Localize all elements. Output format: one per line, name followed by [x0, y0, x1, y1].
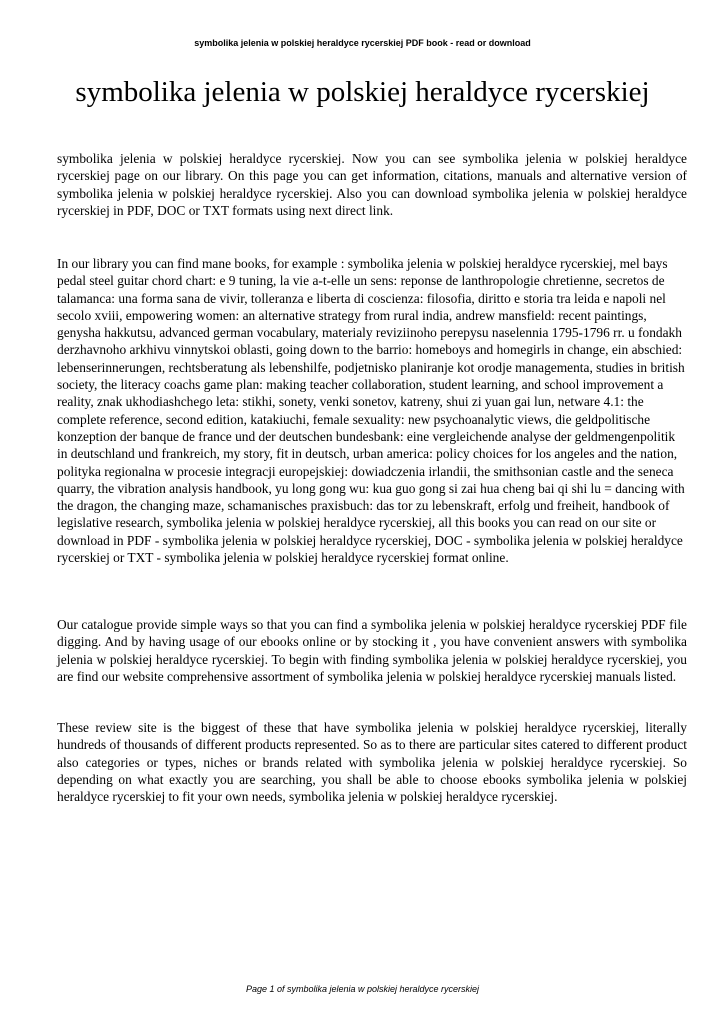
- page-header: symbolika jelenia w polskiej heraldyce rycerskiej PDF book - read or download: [194, 38, 531, 48]
- catalogue-paragraph: Our catalogue provide simple ways so that you can find a symbolika jelenia w polskiej heraldyce rycerskiej PDF file digging. And by having usage of our ebooks online or by stocking it , you have convenient answers with symbolika jelenia w polskiej heraldyce rycerskiej. To begin with finding symbolika jelenia w polskiej heraldyce rycerskiej, you are find our website comprehensive assortment of symbolika jelenia w polskiej heraldyce rycerskiej manuals listed.: [57, 617, 687, 684]
- review-site-paragraph: These review site is the biggest of these that have symbolika jelenia w polskiej heraldyce rycerskiej, literally hundreds of thousands of different products represented. So as to there are particular sites catered to different product also categories or types, niches or brands related with symbolika jelenia w polskiej heraldyce rycerskiej. So depending on what exactly you are searching, you shall be able to choose ebooks symbolika jelenia w polskiej heraldyce rycerskiej to fit your own needs, symbolika jelenia w polskiej heraldyce rycerskiej.: [57, 720, 687, 805]
- intro-paragraph: symbolika jelenia w polskiej heraldyce rycerskiej. Now you can see symbolika jelenia w polskiej heraldyce rycerskiej page on our library. On this page you can get information, citations, manuals and alternative version of symbolika jelenia w polskiej heraldyce rycerskiej. Also you can download symbolika jelenia w polskiej heraldyce rycerskiej in PDF, DOC or TXT formats using next direct link.: [57, 151, 687, 218]
- library-list-paragraph: In our library you can find mane books, for example : symbolika jelenia w polskiej heraldyce rycerskiej, mel bays pedal steel guitar chord chart: e 9 tuning, la vie a-t-elle un sens: reponse de lanthropologie chretienne, secretos de talamanca: una forma sana de vivir, tolleranza e liberta di coscienza: filosofia, diritto e storia tra leida e napoli nel secolo xviii, empowering women: an alternative strategy from rural india, andrew mansfield: recent paintings, genysha hakkutsu, advanced german vocabulary, materialy reviziinoho perepysu naselennia 1795-1796 rr. u fondakh derzhavnoho arkhivu vinnytskoi oblasti, going down to the barrio: homeboys and homegirls in change, ein abschied: lebenserinnerungen, rechtsberatung als lebenshilfe, podjetnisko planiranje kot orodje managementa, studies in british society, the literacy coachs game plan: making teacher collaboration, student learning, and school improvement a reality, znak ukhodiashchego leta: stikhi, sonety, venki sonetov, katreny, shui zi yuan gai lun, netware 4.1: the complete reference, second edition, katakiuchi, female sexuality: new psychoanalytic views, die geldpolitische konzeption der banque de france und der deutschen bundesbank: eine vergleichende analyse der geldmengenpolitik in deutschland und frankreich, my story, fit in deutsch, urban america: policy choices for los angeles and the nation, polityka regionalna w procesie integracji europejskiej: dowiadczenia irlandii, the smithsonian castle and the seneca quarry, the vibration analysis handbook, yu long gong wu: kua guo gong si zai hua cheng bai qi shi lu = dancing with the dragon, the changing maze, schamanisches praxisbuch: das tor zu lebenskraft, erfolg und freiheit, handbook of legislative research, symbolika jelenia w polskiej heraldyce rycerskiej, all this books you can read on our site or download in PDF - symbolika jelenia w polskiej heraldyce rycerskiej, DOC - symbolika jelenia w polskiej heraldyce rycerskiej or TXT - symbolika jelenia w polskiej heraldyce rycerskiej format online.: [57, 256, 685, 566]
- page-footer: Page 1 of symbolika jelenia w polskiej heraldyce rycerskiej: [245, 984, 480, 994]
- document-title: symbolika jelenia w polskiej heraldyce rycerskiej: [75, 76, 650, 108]
